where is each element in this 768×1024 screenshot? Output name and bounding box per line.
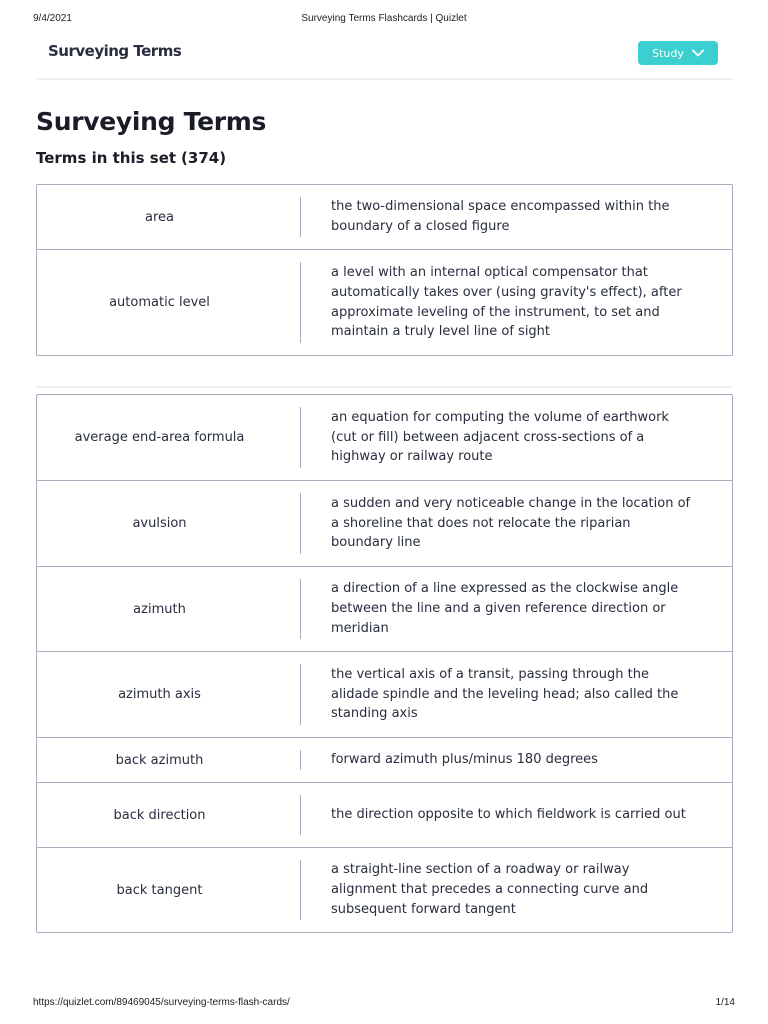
divider bbox=[36, 386, 733, 388]
term-definition: the two-dimensional space encompassed within the boundary of a closed figure bbox=[331, 199, 670, 234]
chevron-down-icon bbox=[692, 49, 704, 57]
term-row bbox=[37, 249, 732, 355]
terms-count-heading bbox=[36, 149, 226, 167]
term-definition: the vertical axis of a transit, passing through the alidade spindle and the leveling head; also called the standing axis bbox=[331, 666, 679, 722]
term-word: area bbox=[37, 185, 282, 249]
term-row bbox=[37, 185, 732, 249]
term-word: back azimuth bbox=[37, 738, 282, 782]
term-row bbox=[37, 847, 732, 932]
term-word: avulsion bbox=[37, 481, 282, 566]
term-row bbox=[37, 566, 732, 651]
term-definition: a straight-line section of a roadway or railway alignment that precedes a connecting curve and subsequent forward tangent bbox=[331, 862, 649, 917]
page-number: 1/14 bbox=[715, 997, 735, 1008]
term-row bbox=[37, 737, 732, 782]
terms-count-number: (374) bbox=[181, 149, 227, 167]
term-row bbox=[37, 480, 732, 566]
study-button-label: Study bbox=[652, 46, 684, 60]
term-word: back direction bbox=[37, 783, 282, 847]
set-header-bar bbox=[36, 36, 733, 80]
term-definition: a direction of a line expressed as the clockwise angle between the line and a given reference direction or meridian bbox=[331, 581, 679, 636]
term-row bbox=[37, 782, 732, 847]
term-definition: a sudden and very noticeable change in the location of a shoreline that does not relocate the riparian boundary line bbox=[331, 495, 691, 551]
print-date: 9/4/2021 bbox=[33, 13, 72, 24]
terms-count-label: Terms in this set bbox=[36, 149, 177, 167]
print-document-title: Surveying Terms Flashcards | Quizlet bbox=[301, 13, 467, 24]
study-button[interactable] bbox=[638, 41, 718, 65]
term-card-group bbox=[36, 184, 733, 356]
term-row bbox=[37, 651, 732, 737]
term-definition: an equation for computing the volume of earthwork (cut or fill) between adjacent cross-sections of a highway or railway route bbox=[331, 409, 669, 465]
print-footer bbox=[0, 997, 768, 1011]
page-title: Surveying Terms bbox=[36, 107, 267, 136]
print-header bbox=[0, 13, 768, 27]
set-name: Surveying Terms bbox=[48, 42, 182, 60]
term-word: back tangent bbox=[37, 848, 282, 932]
term-word: automatic level bbox=[37, 250, 282, 355]
print-url: https://quizlet.com/89469045/surveying-terms-flash-cards/ bbox=[33, 997, 290, 1008]
term-word: azimuth bbox=[37, 567, 282, 651]
term-definition: a level with an internal optical compensator that automatically takes over (using gravity's effect), after approximate leveling of the instrument, to set and maintain a truly level line of sight bbox=[331, 265, 682, 340]
term-word: average end-area formula bbox=[37, 395, 282, 480]
term-word: azimuth axis bbox=[37, 652, 282, 737]
term-row bbox=[37, 395, 732, 480]
term-definition: forward azimuth plus/minus 180 degrees bbox=[331, 752, 598, 768]
term-definition: the direction opposite to which fieldwork is carried out bbox=[331, 807, 686, 823]
term-card-group bbox=[36, 394, 733, 933]
